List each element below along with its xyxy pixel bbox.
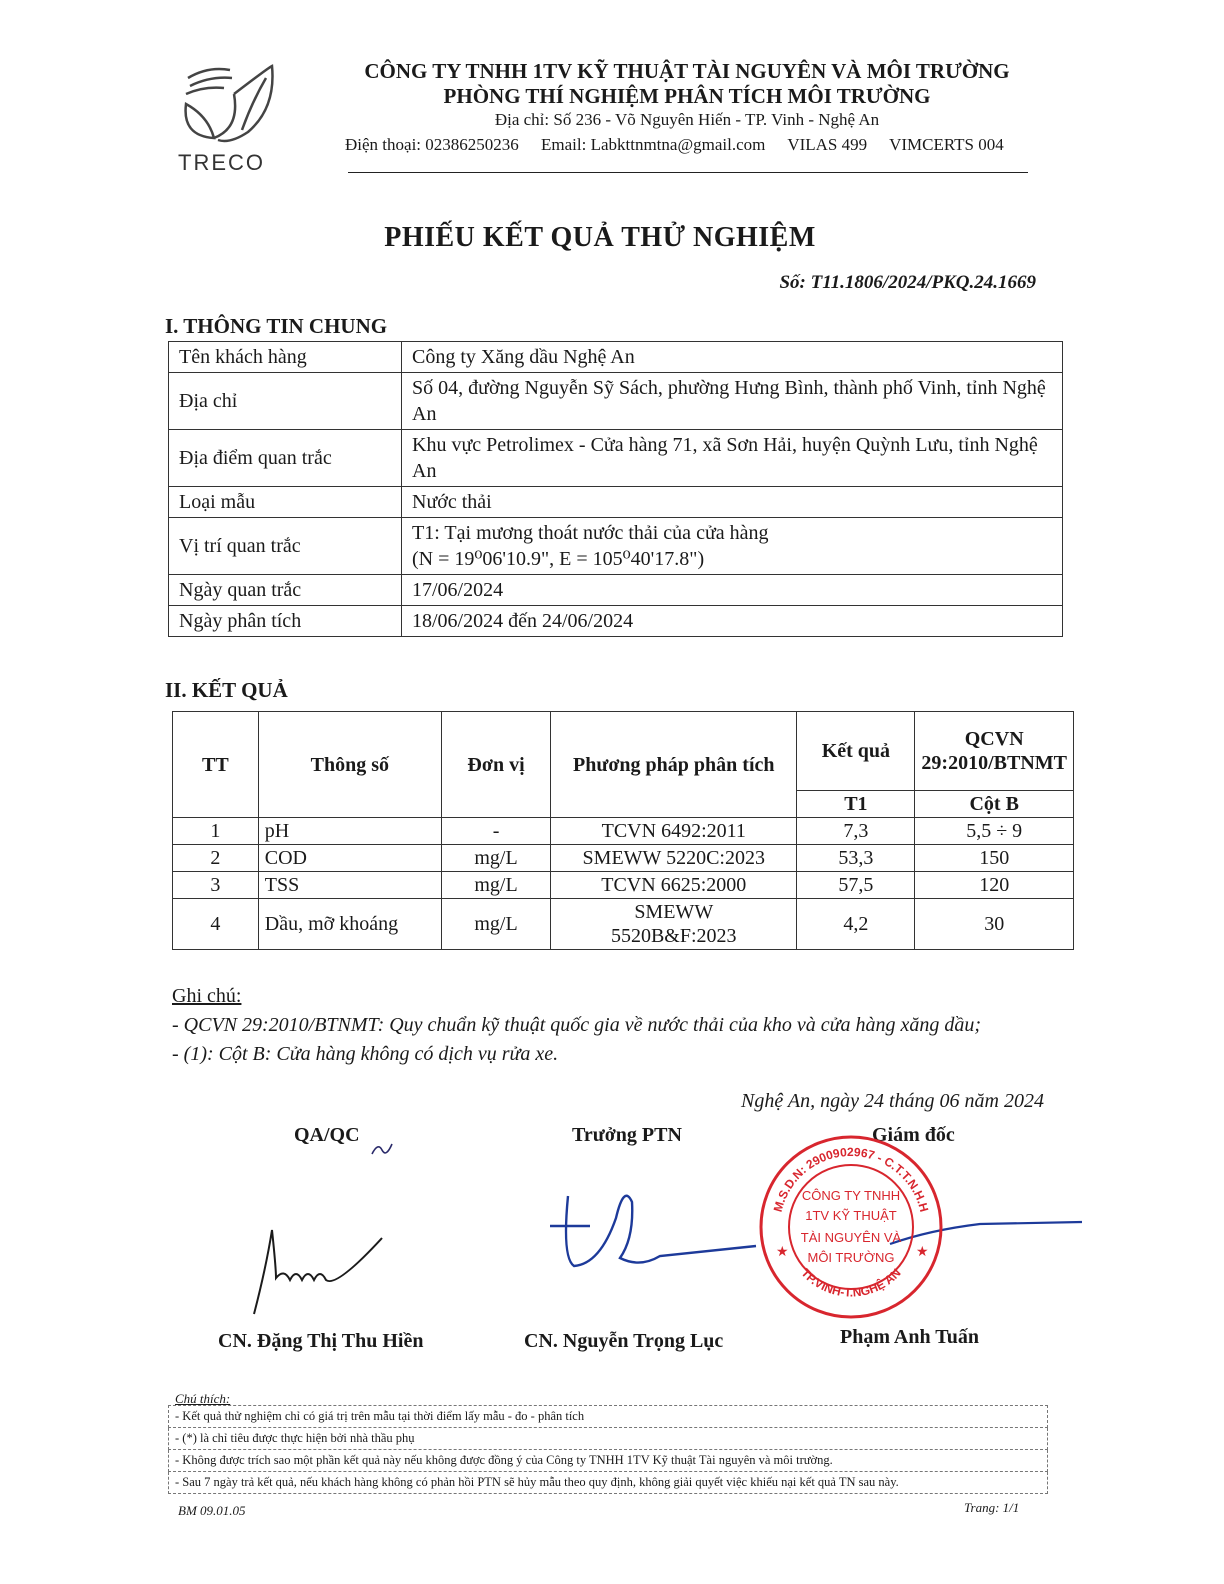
qa-signature-icon (254, 1230, 382, 1314)
monitoring-position: T1: Tại mương thoát nước thải của cửa hàng (412, 522, 769, 544)
disclaimer-item: - Không được trích sao một phần kết quả này nếu không được đồng ý của Công ty TNHH 1TV Kỹ thuật Tài nguyên và môi trường. (168, 1450, 1048, 1472)
cell-method: SMEWW 5220C:2023 (551, 845, 797, 872)
monitoring-coordinates: (N = 19⁰06'10.9", E = 105⁰40'17.8") (412, 548, 705, 570)
table-row (173, 872, 1074, 899)
document-number: Số: T11.1806/2024/PKQ.24.1669 (779, 272, 1036, 293)
table-header-row (173, 712, 1074, 791)
star-icon: ★ (776, 1243, 789, 1259)
col-standard-column: Cột B (915, 791, 1074, 818)
cell-result: 4,2 (797, 899, 915, 950)
table-row (169, 606, 1063, 637)
cell-param: Dầu, mỡ khoáng (258, 899, 441, 950)
qa-initial-icon (372, 1144, 392, 1154)
info-label: Loại mẫu (169, 487, 402, 518)
info-value: 17/06/2024 (402, 575, 1063, 606)
info-value (402, 518, 1063, 575)
info-label: Địa chỉ (169, 373, 402, 430)
cell-tt: 1 (173, 818, 259, 845)
note-line: - (1): Cột B: Cửa hàng không có dịch vụ rửa xe. (172, 1043, 559, 1065)
cell-result: 57,5 (797, 872, 915, 899)
lab-head-role: Trưởng PTN (572, 1124, 682, 1146)
info-value: Khu vực Petrolimex - Cửa hàng 71, xã Sơn Hải, huyện Quỳnh Lưu, tỉnh Nghệ An (402, 430, 1063, 487)
table-row (169, 487, 1063, 518)
notes-title: Ghi chú: (172, 985, 242, 1007)
qa-role: QA/QC (294, 1124, 360, 1146)
cell-method: TCVN 6492:2011 (551, 818, 797, 845)
col-tt: TT (173, 712, 259, 818)
phone: Điện thoại: 02386250236 (345, 135, 519, 154)
table-row (169, 342, 1063, 373)
info-value: Nước thải (402, 487, 1063, 518)
stamp-city: TP.VINH-T.NGHỆ AN (798, 1265, 904, 1300)
general-info-table (168, 341, 1063, 637)
cell-param: COD (258, 845, 441, 872)
info-value: Số 04, đường Nguyễn Sỹ Sách, phường Hưng Bình, thành phố Vinh, tỉnh Nghệ An (402, 373, 1063, 430)
col-unit: Đơn vị (441, 712, 550, 818)
table-row (173, 818, 1074, 845)
lab-name: PHÒNG THÍ NGHIỆM PHÂN TÍCH MÔI TRƯỜNG (443, 84, 931, 108)
stamp-line: MÔI TRƯỜNG (807, 1250, 895, 1265)
info-label: Vị trí quan trắc (169, 518, 402, 575)
table-row (169, 575, 1063, 606)
stamp-line: CÔNG TY TNHH (801, 1188, 901, 1203)
results-table (172, 711, 1074, 950)
company-logo (168, 58, 280, 176)
section-general-title: I. THÔNG TIN CHUNG (165, 314, 388, 338)
stamp-line: 1TV KỸ THUẬT (805, 1208, 897, 1223)
disclaimer-item: - Sau 7 ngày trả kết quả, nếu khách hàng không có phản hồi PTN sẽ hủy mẫu theo quy định, không giải quyết việc khiếu nại kết quả TN sau này. (168, 1472, 1048, 1494)
table-row (169, 518, 1063, 575)
cell-method: SMEWW 5520B&F:2023 (551, 899, 797, 950)
form-code: BM 09.01.05 (178, 1503, 246, 1518)
leaf-logo-icon (168, 58, 280, 153)
info-value: Công ty Xăng dầu Nghệ An (402, 342, 1063, 373)
info-label: Ngày phân tích (169, 606, 402, 637)
info-label: Địa điểm quan trắc (169, 430, 402, 487)
cell-limit: 5,5 ÷ 9 (915, 818, 1074, 845)
cell-param: pH (258, 818, 441, 845)
company-name: CÔNG TY TNHH 1TV KỸ THUẬT TÀI NGUYÊN VÀ MÔI TRƯỜNG (364, 59, 1010, 83)
note-line: - QCVN 29:2010/BTNMT: Quy chuẩn kỹ thuật quốc gia về nước thải của kho và cửa hàng xăng dầu; (172, 1014, 982, 1036)
cell-limit: 30 (915, 899, 1074, 950)
star-icon: ★ (916, 1243, 929, 1259)
cell-limit: 120 (915, 872, 1074, 899)
logo-text: TRECO (178, 150, 265, 175)
disclaimer-item: - Kết quả thử nghiệm chỉ có giá trị trên mẫu tại thời điểm lấy mẫu - đo - phân tích (168, 1405, 1048, 1428)
qa-name: CN. Đặng Thị Thu Hiền (218, 1330, 424, 1352)
company-address: Địa chỉ: Số 236 - Võ Nguyên Hiến - TP. Vinh - Nghệ An (494, 110, 880, 129)
section-results-title: II. KẾT QUẢ (165, 678, 288, 702)
table-row (173, 899, 1074, 950)
cell-tt: 3 (173, 872, 259, 899)
cell-unit: mg/L (441, 872, 550, 899)
info-label: Tên khách hàng (169, 342, 402, 373)
page-number: Trang: 1/1 (964, 1500, 1020, 1515)
info-value: 18/06/2024 đến 24/06/2024 (402, 606, 1063, 637)
table-row (169, 373, 1063, 430)
email: Email: Labkttnmtna@gmail.com (541, 135, 766, 154)
stamp-code: M.S.D.N: 2900902967 - C.T.T.N.H.H (770, 1144, 932, 1214)
col-method: Phương pháp phân tích (551, 712, 797, 818)
cell-limit: 150 (915, 845, 1074, 872)
director-name: Phạm Anh Tuấn (840, 1326, 979, 1348)
col-result: Kết quả (797, 712, 915, 791)
disclaimer-box (168, 1405, 1048, 1494)
document-title: PHIẾU KẾT QUẢ THỬ NGHIỆM (384, 222, 816, 253)
cell-unit: mg/L (441, 845, 550, 872)
vilas-code: VILAS 499 (787, 135, 868, 154)
signatures-area (240, 1118, 1120, 1328)
stamp-line: TÀI NGUYÊN VÀ (800, 1230, 902, 1245)
vimcerts-code: VIMCERTS 004 (889, 135, 1004, 154)
lab-head-signature-icon (550, 1196, 756, 1266)
table-row (173, 845, 1074, 872)
notes-block (172, 982, 1012, 1069)
cell-param: TSS (258, 872, 441, 899)
disclaimer-item: - (*) là chỉ tiêu được thực hiện bởi nhà thầu phụ (168, 1428, 1048, 1450)
col-result-sample: T1 (797, 791, 915, 818)
cell-result: 7,3 (797, 818, 915, 845)
footer-title: Chú thích: (175, 1391, 231, 1406)
table-row (169, 430, 1063, 487)
lab-head-name: CN. Nguyễn Trọng Lục (524, 1330, 724, 1352)
cell-result: 53,3 (797, 845, 915, 872)
col-standard: QCVN 29:2010/BTNMT (915, 712, 1074, 791)
cell-unit: mg/L (441, 899, 550, 950)
place-date: Nghệ An, ngày 24 tháng 06 năm 2024 (741, 1090, 1044, 1112)
director-role: Giám đốc (872, 1124, 955, 1146)
col-param: Thông số (258, 712, 441, 818)
contact-line (345, 134, 1022, 156)
cell-method: TCVN 6625:2000 (551, 872, 797, 899)
info-label: Ngày quan trắc (169, 575, 402, 606)
cell-tt: 4 (173, 899, 259, 950)
header-divider (348, 172, 1028, 173)
company-stamp (756, 1132, 946, 1322)
cell-unit: - (441, 818, 550, 845)
cell-tt: 2 (173, 845, 259, 872)
